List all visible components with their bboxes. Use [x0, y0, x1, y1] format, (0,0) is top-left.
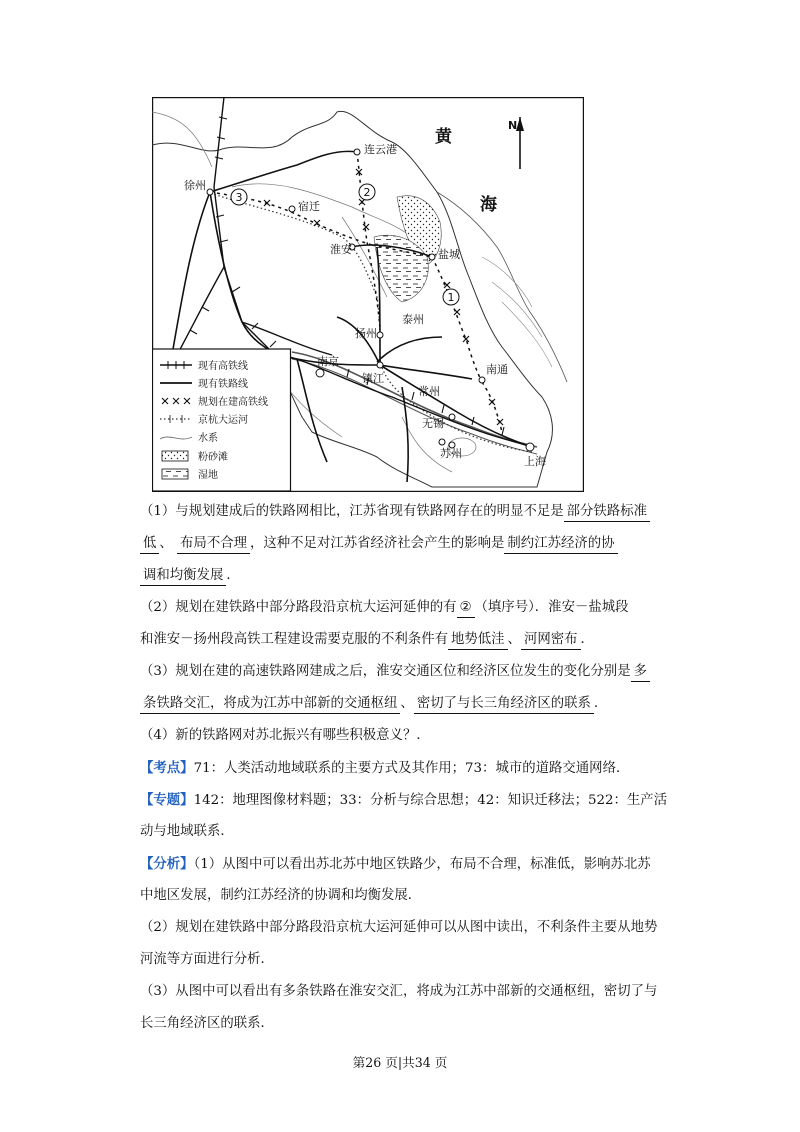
- railway-map: [152, 97, 584, 492]
- legend-planned: 规划在建高铁线: [198, 397, 268, 408]
- answer-1a-cont: 低: [140, 534, 159, 554]
- answer-3b: 密切了与长三角经济区的联系: [414, 694, 594, 714]
- answer-2a: ②: [457, 598, 475, 618]
- answer-2b: 地势低洼: [448, 630, 508, 650]
- city-shanghai: 上海: [524, 455, 546, 468]
- tag-zhuanti: 【专题】: [140, 792, 194, 808]
- svg-text:N: N: [508, 119, 518, 132]
- svg-text:1: 1: [447, 291, 455, 304]
- sea-label-huang: 黄: [435, 127, 452, 147]
- question-1: （1）与规划建成后的铁路网相比，江苏省现有铁路网存在的明显不足是 部分铁路标准 低 、 布局不合理 ，这种不足对江苏省经济社会产生的影响是 制约江苏经济的协 调和均衡发展 ．: [140, 496, 660, 592]
- city-wuxi: 无锡: [422, 417, 444, 430]
- answer-1b: 布局不合理: [177, 534, 250, 554]
- svg-text:2: 2: [363, 186, 371, 199]
- legend-canal: 京杭大运河: [198, 415, 248, 426]
- city-yancheng: 盐城: [438, 248, 460, 261]
- city-taizhou: 泰州: [402, 313, 424, 326]
- answer-3a: 多: [631, 662, 650, 682]
- city-zhenjiang: 镇江: [362, 372, 384, 385]
- city-xuzhou: 徐州: [184, 179, 206, 192]
- section-kaodian: 【考点】71：人类活动地域联系的主要方式及其作用；73：城市的道路交通网络．: [140, 760, 630, 776]
- legend-silt: 粉砂滩: [198, 452, 228, 463]
- legend-water: 水系: [198, 433, 218, 444]
- sea-label-hai: 海: [480, 195, 497, 215]
- city-huaian: 淮安: [330, 243, 352, 256]
- question-2: （2）规划在建铁路中部分路段沿京杭大运河延伸的有 ② （填序号）．淮安－盐城段 和淮安－扬州段高铁工程建设需要克服的不利条件有 地势低洼 、 河网密布 ．: [140, 592, 660, 656]
- legend-high-speed: 现有高铁线: [198, 361, 248, 372]
- question-3: （3）规划在建的高速铁路网建成之后，淮安交通区位和经济区位发生的变化分别是 多 条铁路交汇，将成为江苏中部新的交通枢纽 、 密切了与长三角经济区的联系 ．: [140, 656, 660, 720]
- city-changzhou: 常州: [418, 385, 440, 398]
- route-marker-3: [231, 189, 247, 205]
- page-footer: 第26 页|共34 页: [352, 1055, 448, 1070]
- answer-1a: 部分铁路标准: [564, 502, 650, 522]
- answer-2c: 河网密布: [521, 630, 581, 650]
- city-yangzhou: 扬州: [355, 327, 377, 340]
- question-4: （4）新的铁路网对苏北振兴有哪些积极意义？．: [140, 728, 430, 743]
- answer-1c: 制约江苏经济的协: [504, 534, 617, 554]
- legend-railway: 现有铁路线: [198, 379, 248, 390]
- map-legend: [153, 349, 291, 491]
- section-zhuanti: 【专题】142：地理图像材料题；33：分析与综合思想；42：知识迁移法；522：生产活 动与地域联系．: [140, 792, 668, 839]
- section-fenxi: 【分析】（1）从图中可以看出苏北苏中地区铁路少，布局不合理，标准低，影响苏北苏 中地区发展，制约江苏经济的协调和均衡发展． （2）规划在建铁路中部分路段沿京杭大运河延伸可以从图中读出，不利条件主要从地势 河流等方面进行分析． （3）从图中可以看出有多条铁路在淮安交汇，将成为江苏中部新的交通枢纽，密切了与 长三角经济区的联系．: [140, 856, 658, 1031]
- city-suqian: 宿迁: [298, 200, 320, 213]
- city-nantong: 南通: [486, 363, 508, 376]
- city-suzhou: 苏州: [440, 447, 462, 460]
- city-lianyungang: 连云港: [364, 143, 397, 156]
- city-nanjing: 南京: [317, 355, 339, 368]
- route-marker-1: [443, 289, 459, 305]
- tag-fenxi: 【分析】: [140, 856, 194, 872]
- tag-kaodian: 【考点】: [140, 760, 194, 776]
- answer-3a-cont: 条铁路交汇，将成为江苏中部新的交通枢纽: [140, 694, 400, 714]
- legend-wetland: 湿地: [198, 470, 218, 481]
- answer-1c-cont: 调和均衡发展: [140, 566, 226, 586]
- svg-text:3: 3: [235, 191, 243, 204]
- route-marker-2: [359, 184, 375, 200]
